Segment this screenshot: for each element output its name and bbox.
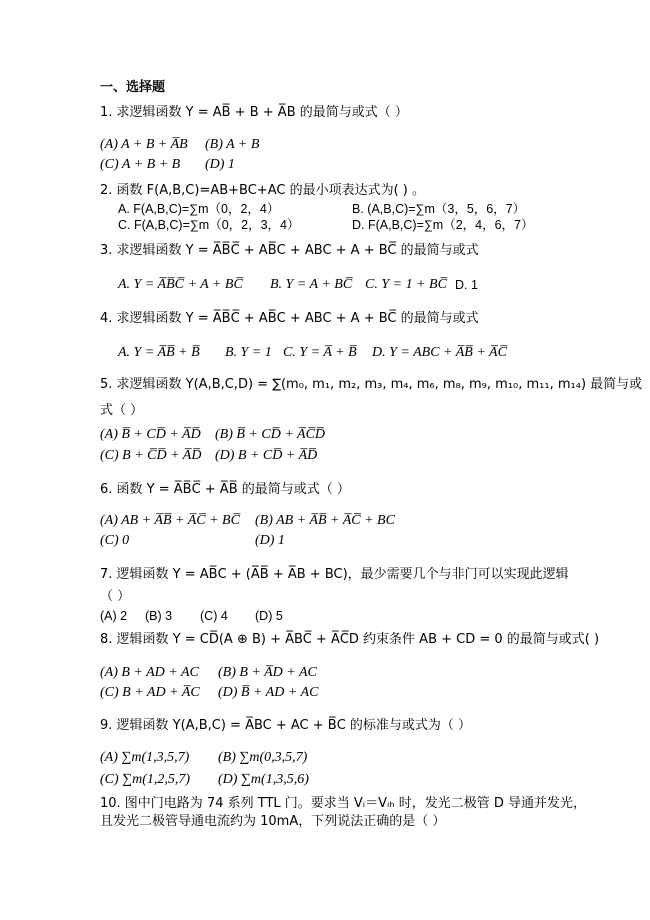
question-9-option-c: (C) ∑m(1,2,5,7): [100, 772, 191, 787]
question-7-option-b: (B) 3: [145, 609, 173, 623]
question-5-stem: 5. 求逻辑函数 Y(A,B,C,D) = ∑(m₀, m₁, m₂, m₃, m₄, m₆, m₈, m₉, m₁₀, m₁₁, m₁₄) 最简与或: [100, 377, 643, 392]
section-title: 一、选择题: [100, 80, 166, 95]
question-8-option-d: (D) B̅ + AD + AC: [218, 685, 319, 700]
question-4-stem: 4. 求逻辑函数 Y = A̅B̅C̅ + AB̅C + ABC + A + BC̅ 的最简与或式: [100, 311, 479, 326]
question-9-stem: 9. 逻辑函数 Y(A,B,C) = A̅BC + AC + B̅C 的标准与或式为（ ）: [100, 718, 472, 733]
question-2-option-b: B. (A,B,C)=∑m（3，5，6，7）: [352, 202, 526, 216]
question-1-option-a: (A) A + B + A̅B: [100, 137, 188, 152]
question-9-option-a: (A) ∑m(1,3,5,7): [100, 750, 190, 765]
question-7-option-d: (D) 5: [255, 609, 283, 623]
question-9-option-b: (B) ∑m(0,3,5,7): [218, 750, 308, 765]
question-3-stem: 3. 求逻辑函数 Y = A̅B̅C̅ + AB̅C + ABC + A + BC̅ 的最简与或式: [100, 243, 479, 258]
question-8-stem: 8. 逻辑函数 Y = CD̅(A ⊕ B) + A̅BC̅ + A̅C̅D 约束条件 AB + CD = 0 的最简与或式( ): [100, 632, 600, 647]
question-4-option-a: A. Y = A̅B̅ + B̅: [118, 345, 200, 360]
question-5-stem-cont: 式（ ）: [100, 403, 144, 418]
question-2-option-c: C. F(A,B,C)=∑m（0，2，3，4）: [118, 218, 300, 232]
question-7-option-c: (C) 4: [200, 609, 228, 623]
question-1-stem: 1. 求逻辑函数 Y = AB̅ + B + A̅B 的最简与或式（ ）: [100, 105, 408, 120]
question-7-option-a: (A) 2: [100, 609, 128, 623]
question-5-option-d: (D) B + CD̅ + A̅D̅: [215, 448, 318, 463]
question-8-option-a: (A) B + AD + AC: [100, 665, 199, 680]
question-7-stem-cont: （ ）: [100, 589, 131, 604]
question-2-option-d: D. F(A,B,C)=∑m（2，4，6，7）: [352, 218, 534, 232]
question-4-option-b: B. Y = 1: [225, 345, 272, 360]
question-9-option-d: (D) ∑m(1,3,5,6): [218, 772, 309, 787]
question-5-option-c: (C) B + C̅D̅ + A̅D̅: [100, 448, 202, 463]
question-1-option-c: (C) A + B + B: [100, 157, 181, 172]
question-3-option-c: C. Y = 1 + BC̅: [365, 277, 447, 292]
question-6-option-b: (B) AB + A̅B̅ + A̅C̅ + BC: [255, 513, 395, 528]
question-10-stem-cont: 且发光二极管导通电流约为 10mA，下列说法正确的是（ ）: [100, 814, 446, 829]
question-8-option-c: (C) B + AD + A̅C: [100, 685, 200, 700]
question-6-option-a: (A) AB + A̅B̅ + A̅C̅ + BC̅: [100, 513, 240, 528]
question-3-option-d: D. 1: [455, 278, 478, 292]
question-8-option-b: (B) B + A̅D + AC: [218, 665, 317, 680]
question-10-stem: 10. 图中门电路为 74 系列 TTL 门。要求当 Vᵢ＝Vᵢₕ 时，发光二极管 D 导通并发光，: [100, 796, 587, 811]
question-1-option-b: (B) A + B: [205, 137, 260, 152]
question-7-stem: 7. 逻辑函数 Y = AB̅C + (A̅B̅ + A̅B + BC)，最少需要几个与非门可以实现此逻辑: [100, 567, 569, 582]
question-6-option-d: (D) 1: [255, 533, 285, 548]
question-1-option-d: (D) 1: [205, 157, 235, 172]
question-6-option-c: (C) 0: [100, 533, 130, 548]
question-5-option-b: (B) B̅ + CD̅ + A̅C̅D̅: [215, 427, 326, 442]
question-5-option-a: (A) B̅ + CD̅ + A̅D̅: [100, 427, 201, 442]
question-2-stem: 2. 函数 F(A,B,C)=AB+BC+AC 的最小项表达式为( ) 。: [100, 183, 425, 198]
question-3-option-a: A. Y = A̅B̅C̅ + A + BC̅: [118, 277, 243, 292]
question-4-option-c: C. Y = A̅ + B̅: [283, 345, 357, 360]
question-3-option-b: B. Y = A + BC̅: [270, 277, 353, 292]
question-2-option-a: A. F(A,B,C)=∑m（0，2，4）: [118, 202, 280, 216]
question-6-stem: 6. 函数 Y = A̅B̅C̅ + A̅B̅ 的最简与或式（ ）: [100, 482, 350, 497]
question-4-option-d: D. Y = ABC + A̅B̅ + A̅C̅: [372, 345, 507, 360]
